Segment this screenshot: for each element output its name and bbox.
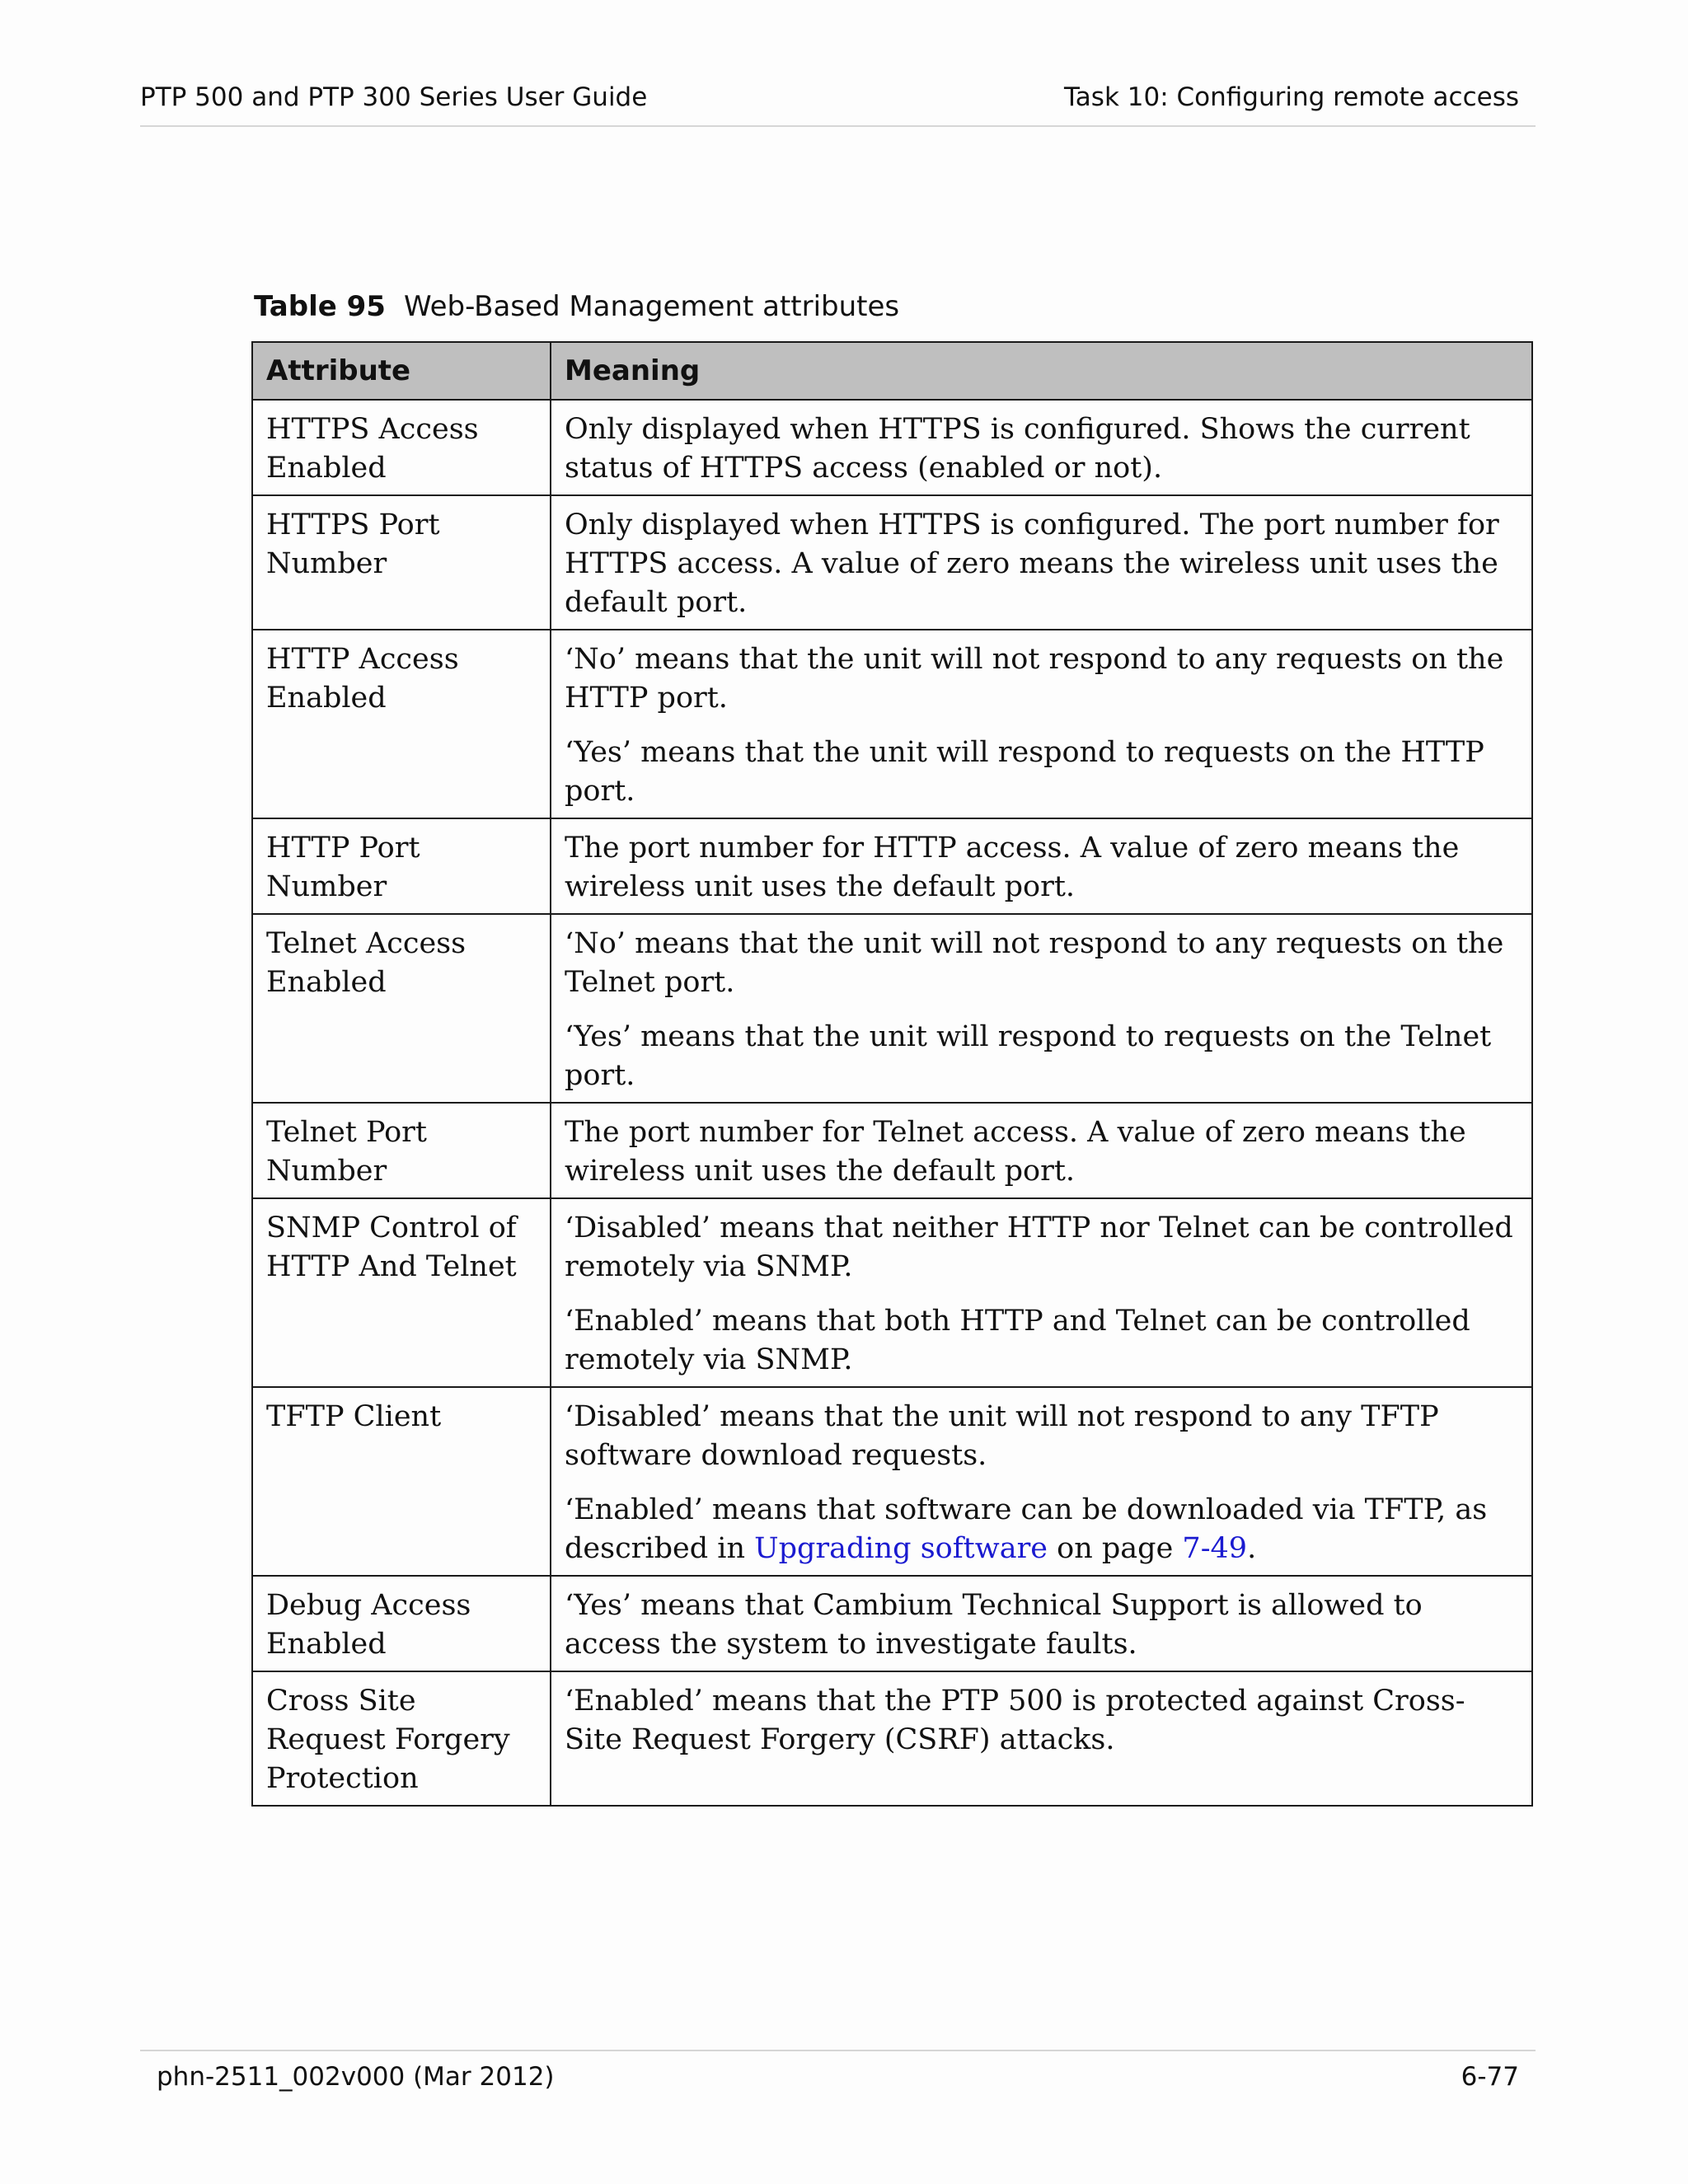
footer-page-number: 6-77 [1461, 2062, 1519, 2092]
meaning-text: Only displayed when HTTPS is configured. Shows the current status of HTTPS access (enabled or not). [565, 413, 1470, 485]
meaning-text: The port number for Telnet access. A value of zero means the wireless unit uses the default port. [565, 1116, 1466, 1188]
meaning-cell [551, 1576, 1532, 1671]
attributes-table [251, 341, 1533, 1807]
attribute-cell: HTTP Access Enabled [252, 630, 551, 818]
column-header-attribute: Attribute [252, 342, 551, 400]
meaning-text: ‘Yes’ means that the unit will respond to requests on the Telnet port. [565, 1020, 1492, 1092]
attribute-cell: Debug Access Enabled [252, 1576, 551, 1671]
table-row [252, 914, 1532, 1103]
attribute-cell: TFTP Client [252, 1387, 551, 1576]
meaning-text: ‘Disabled’ means that the unit will not respond to any TFTP software download requests. [565, 1400, 1439, 1472]
meaning-cell [551, 1387, 1532, 1576]
meaning-cell [551, 495, 1532, 630]
meaning-cell [551, 1671, 1532, 1806]
attribute-cell: Cross Site Request Forgery Protection [252, 1671, 551, 1806]
table-row [252, 495, 1532, 630]
attribute-cell: SNMP Control of HTTP And Telnet [252, 1198, 551, 1387]
attribute-cell: HTTPS Access Enabled [252, 400, 551, 495]
meaning-cell [551, 1198, 1532, 1387]
attribute-cell: HTTPS Port Number [252, 495, 551, 630]
header-doc-title: PTP 500 and PTP 300 Series User Guide [140, 82, 648, 112]
footer-doc-id: phn-2511_002v000 (Mar 2012) [157, 2062, 555, 2092]
meaning-text: The port number for HTTP access. A value of zero means the wireless unit uses the default port. [565, 832, 1460, 903]
table-row [252, 1198, 1532, 1387]
xref-text-after: . [1247, 1532, 1257, 1565]
meaning-cell [551, 818, 1532, 914]
meaning-text: ‘No’ means that the unit will not respond to any requests on the Telnet port. [565, 927, 1504, 999]
column-header-meaning: Meaning [551, 342, 1532, 400]
xref-text-middle: on page [1048, 1532, 1183, 1565]
attribute-cell: Telnet Port Number [252, 1103, 551, 1198]
meaning-text: ‘Disabled’ means that neither HTTP nor Telnet can be controlled remotely via SNMP. [565, 1212, 1513, 1283]
meaning-text-with-link [565, 1491, 1518, 1568]
meaning-text: ‘Yes’ means that the unit will respond to requests on the HTTP port. [565, 736, 1484, 808]
attribute-cell: HTTP Port Number [252, 818, 551, 914]
attribute-cell: Telnet Access Enabled [252, 914, 551, 1103]
table-row [252, 630, 1532, 818]
meaning-text: ‘Enabled’ means that the PTP 500 is protected against Cross-Site Request Forgery (CSRF) attacks. [565, 1685, 1465, 1756]
meaning-cell [551, 914, 1532, 1103]
table-row [252, 1103, 1532, 1198]
table-row [252, 1576, 1532, 1671]
meaning-text: ‘Yes’ means that Cambium Technical Support is allowed to access the system to investigate faults. [565, 1589, 1423, 1661]
table-header-row [252, 342, 1532, 400]
table-caption [254, 290, 899, 323]
table-row [252, 818, 1532, 914]
table-row [252, 1671, 1532, 1806]
table-row [252, 1387, 1532, 1576]
meaning-cell [551, 1103, 1532, 1198]
meaning-text: ‘Enabled’ means that both HTTP and Telnet can be controlled remotely via SNMP. [565, 1305, 1470, 1376]
table-caption-number: Table 95 [254, 290, 386, 323]
xref-text-before: ‘Enabled’ means that software can be downloaded via TFTP, as described in [565, 1493, 1488, 1565]
table-caption-title: Web-Based Management attributes [403, 290, 900, 323]
page-ref-link[interactable]: 7-49 [1182, 1532, 1248, 1565]
header-section-title: Task 10: Configuring remote access [1064, 82, 1519, 112]
header-divider [140, 125, 1536, 127]
meaning-text: ‘No’ means that the unit will not respond to any requests on the HTTP port. [565, 643, 1504, 715]
table-row [252, 400, 1532, 495]
footer-divider [140, 2050, 1536, 2051]
page-footer [157, 2056, 1519, 2097]
page-header [140, 77, 1519, 118]
meaning-text: Only displayed when HTTPS is configured. The port number for HTTPS access. A value of zero means the wireless unit uses the default port. [565, 509, 1499, 619]
meaning-cell [551, 400, 1532, 495]
meaning-cell [551, 630, 1532, 818]
upgrading-software-link[interactable]: Upgrading software [754, 1532, 1048, 1565]
